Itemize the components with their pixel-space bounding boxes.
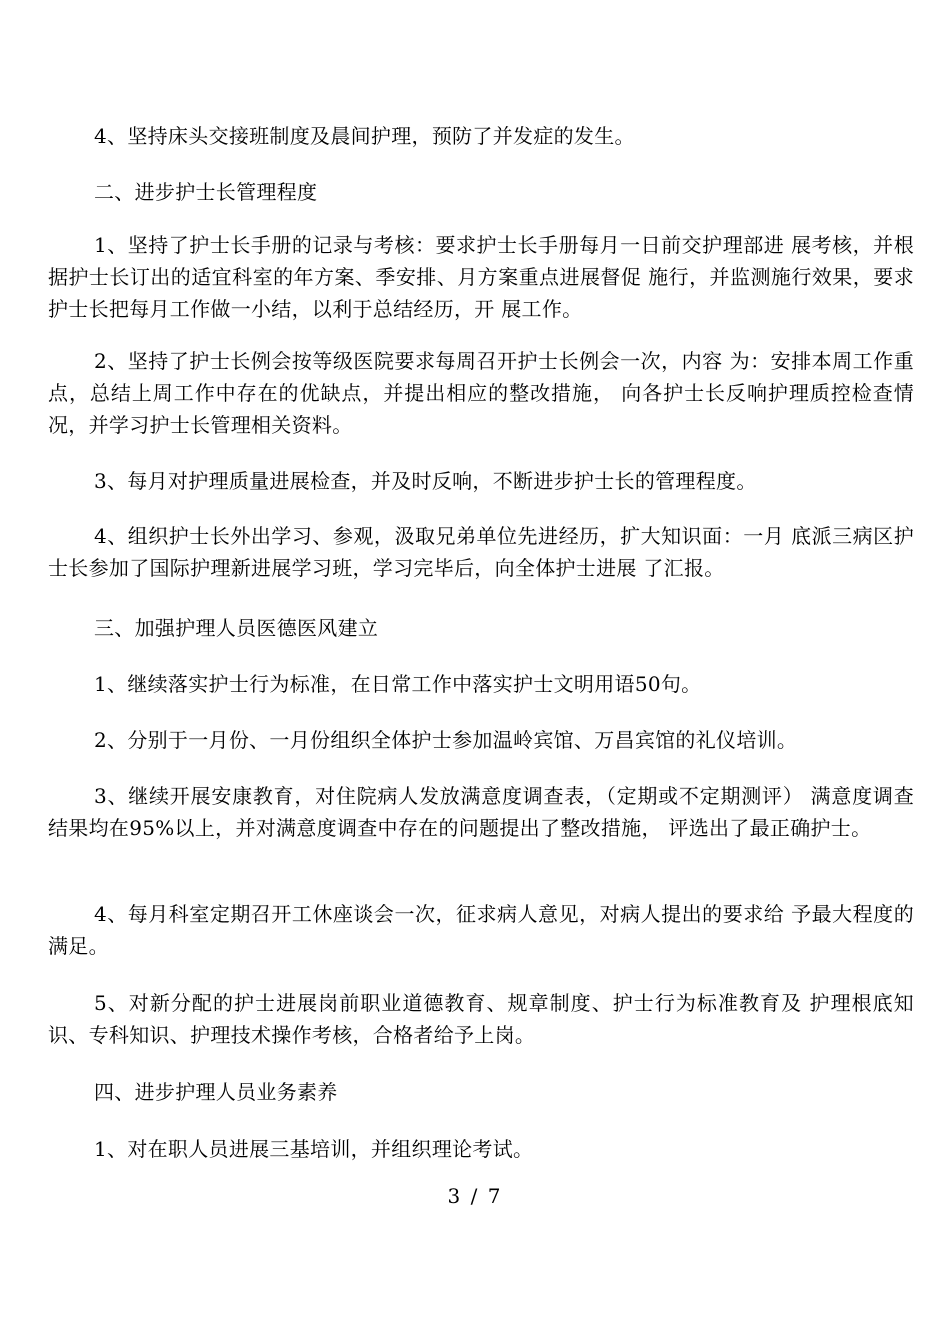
paragraph-nurse-conduct-standard: 1、继续落实护士行为标准，在日常工作中落实护士文明用语50句。 [94,672,702,696]
section-heading-2: 二、进步护士长管理程度 [94,180,318,204]
paragraph-item-4-bedside-handover: 4、坚持床头交接班制度及晨间护理，预防了并发症的发生。 [94,124,635,148]
paragraph-external-study: 4、组织护士长外出学习、参观，汲取兄弟单位先进经历，扩大知识面：一月 底派三病区护士长参加了国际护理新进展学习班，学习完毕后，向全体护士进展 了汇报。 [48,524,914,580]
section-heading-3: 三、加强护理人员医德医风建立 [94,616,379,640]
paragraph-head-nurse-handbook: 1、坚持了护士长手册的记录与考核：要求护士长手册每月一日前交护理部进 展考核，并根据护士长订出的适宜科室的年方案、季安排、月方案重点进展督促 施行，并监测施行效果，要求护士长把每月工作做一小结，以利于总结经历，开 展工作。 [48,233,914,321]
paragraph-new-nurse-training: 5、对新分配的护士进展岗前职业道德教育、规章制度、护士行为标准教育及 护理根底知识、专科知识、护理技术操作考核，合格者给予上岗。 [48,991,914,1047]
page-number: 3 / 7 [447,1184,503,1208]
paragraph-head-nurse-meeting: 2、坚持了护士长例会按等级医院要求每周召开护士长例会一次，内容 为：安排本周工作重点，总结上周工作中存在的优缺点，并提出相应的整改措施， 向各护士长反响护理质控检查情况，并学习护士长管理相关资料。 [48,349,914,437]
paragraph-etiquette-training: 2、分别于一月份、一月份组织全体护士参加温岭宾馆、万昌宾馆的礼仪培训。 [94,728,798,752]
paragraph-three-basics-training: 1、对在职人员进展三基培训，并组织理论考试。 [94,1137,534,1161]
paragraph-patient-forum: 4、每月科室定期召开工休座谈会一次，征求病人意见，对病人提出的要求给 予最大程度的满足。 [48,902,914,958]
paragraph-health-education: 3、继续开展安康教育，对住院病人发放满意度调查表，（定期或不定期测评） 满意度调查结果均在95%以上，并对满意度调查中存在的问题提出了整改措施， 评选出了最正确护士。 [48,784,914,840]
paragraph-monthly-quality-check: 3、每月对护理质量进展检查，并及时反响，不断进步护士长的管理程度。 [94,469,757,493]
section-heading-4: 四、进步护理人员业务素养 [94,1080,338,1104]
